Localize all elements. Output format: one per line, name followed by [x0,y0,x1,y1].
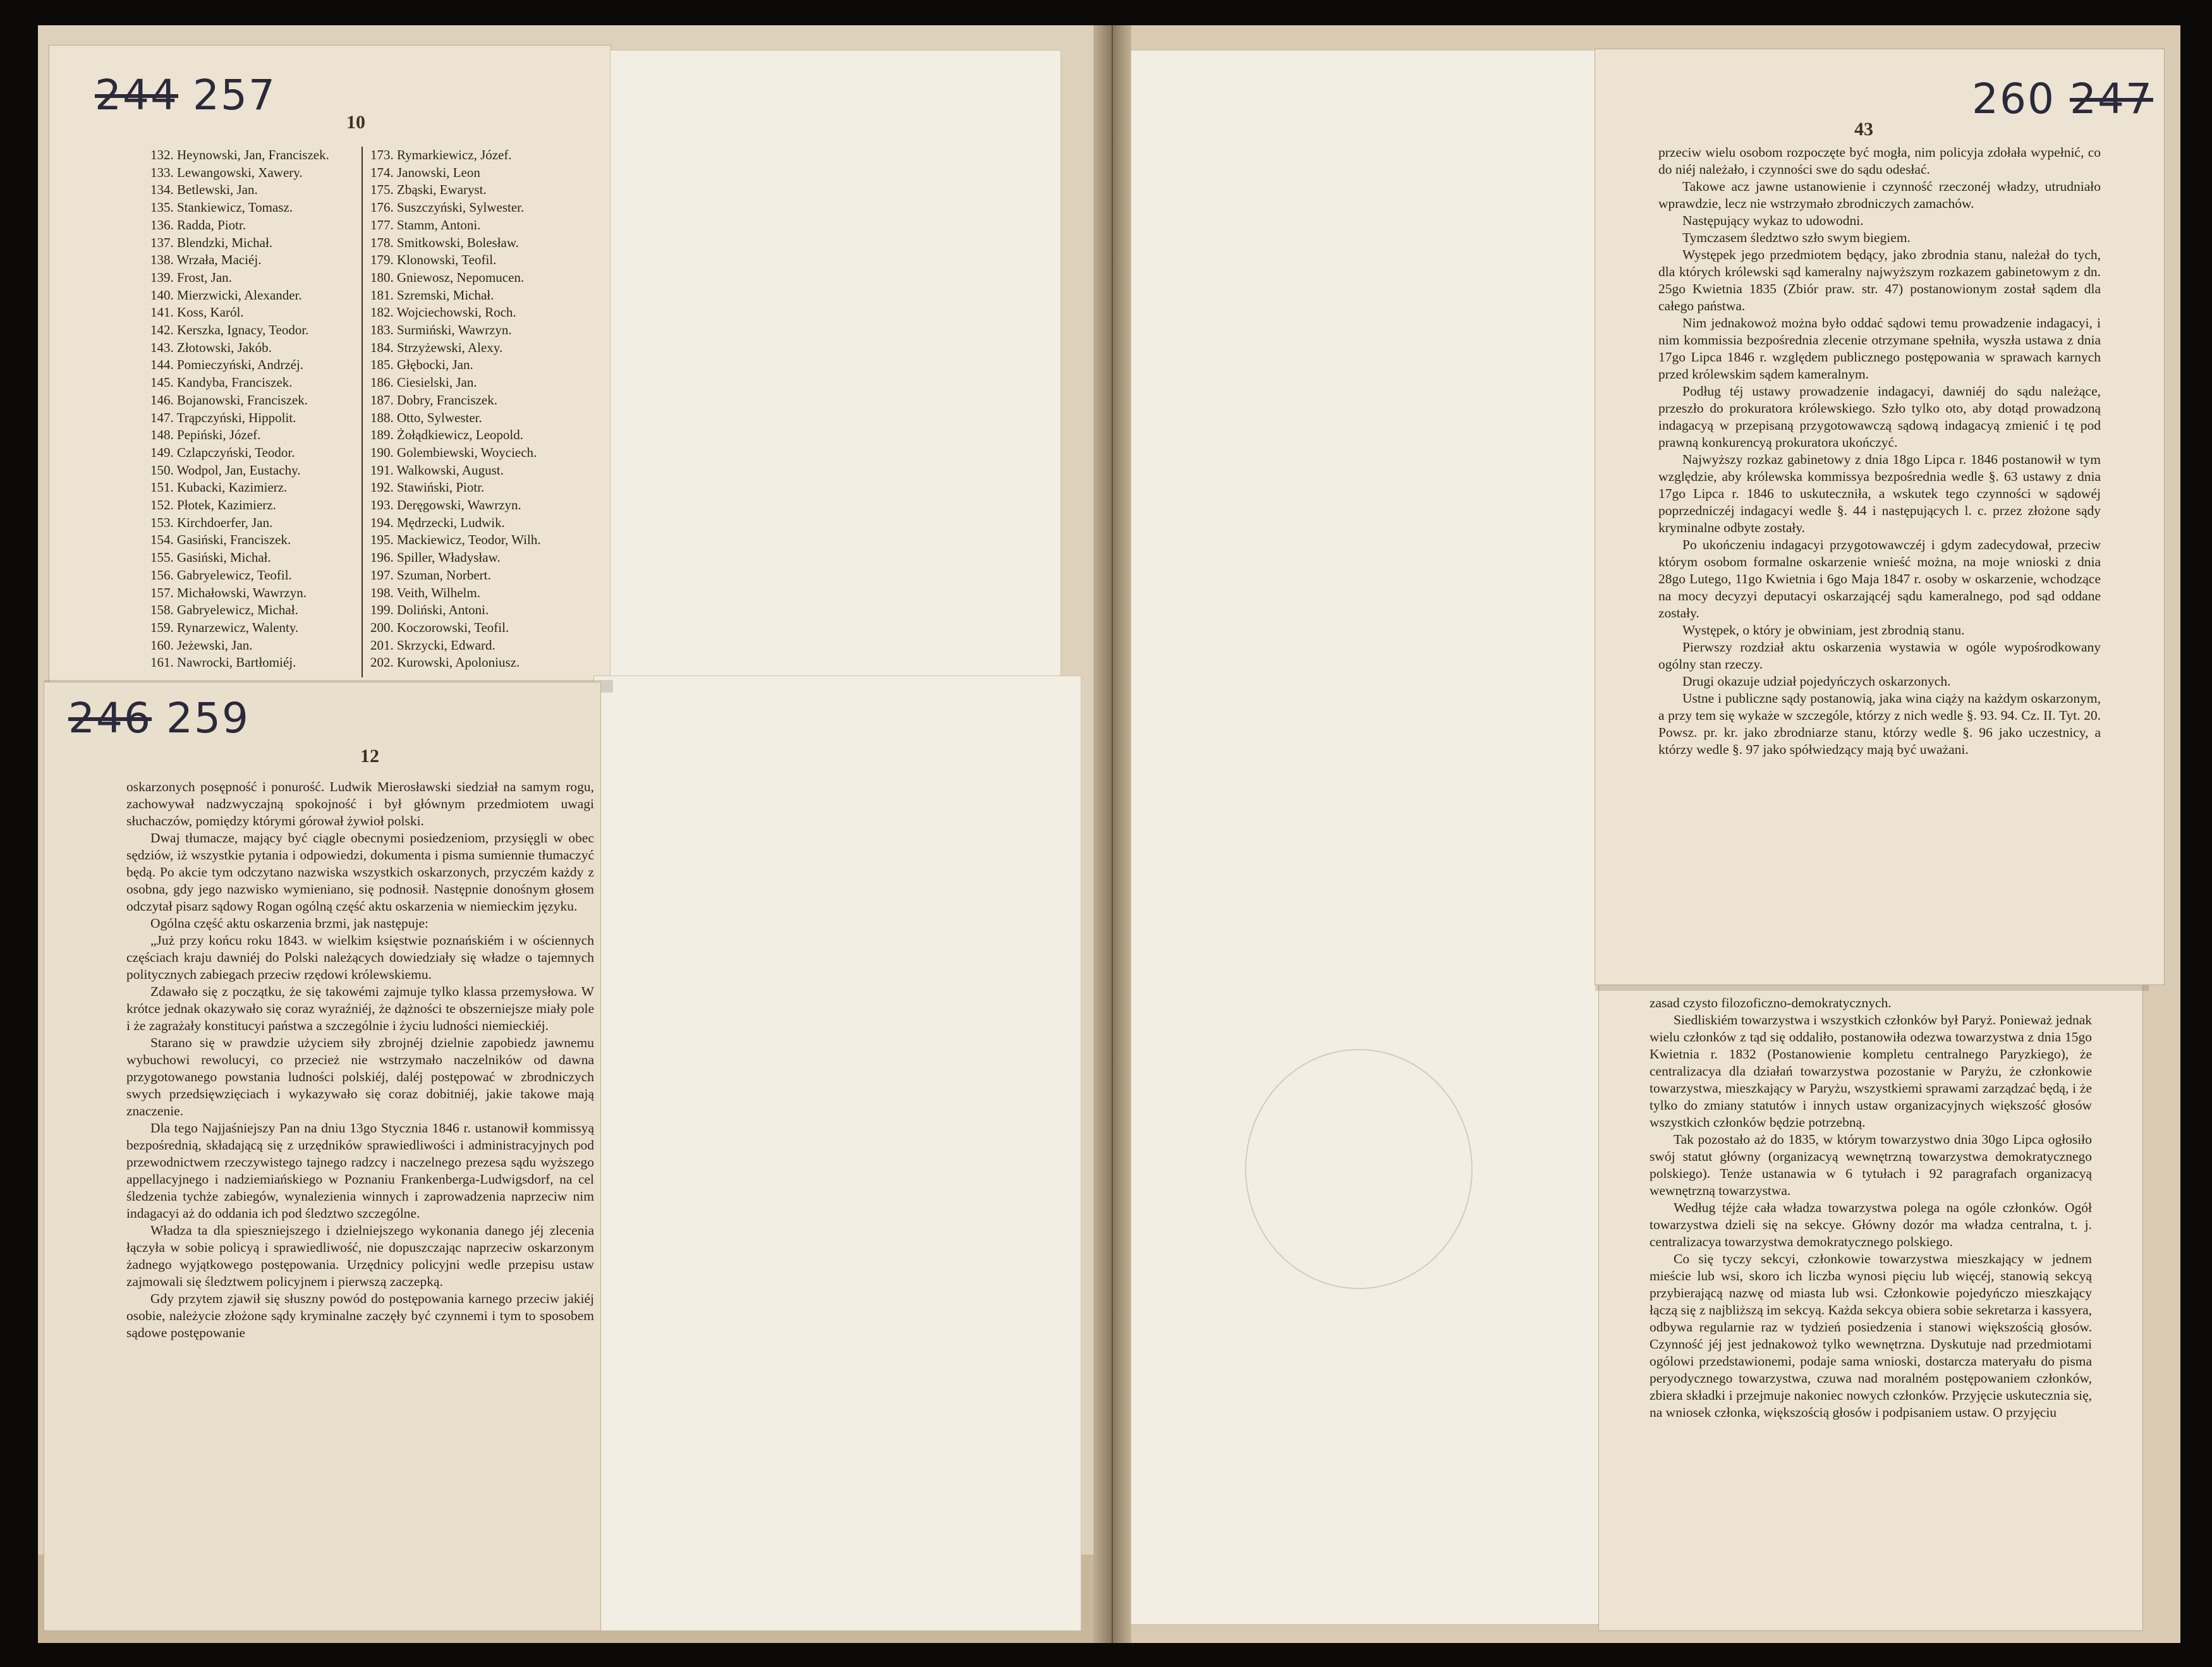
list-entry: 145. Kandyba, Franciszek. [150,375,293,391]
page-number: 43 [1854,119,1873,140]
list-entry: 193. Deręgowski, Wawrzyn. [370,497,521,513]
paragraph: Dwaj tłumacze, mający być ciągle obecnymi posiedzeniom, przysięgli w obec sędziów, iż wszystkie pytania i odpowiedzi, dokumenta i pisma sumiennie tłumaczyć będą. Po akcie tym odczytano nazwiska wszystkich oskarzonych, przyczém każdy z osobna, gdy jego nazwisko wymieniano, się podnosił. Następnie donośnym głosem odczytał pisarz sądowy Rogan ogólną część aktu oskarzenia w niemieckim języku. [126,830,594,914]
paragraph: Takowe acz jawne ustanowienie i czynność rzeczonéj władzy, utrudniało wprawdzie, lecz nie wstrzymało zbrodniczych zamachów. [1658,179,2101,211]
paragraph: Występek jego przedmiotem będący, jako zbrodnia stanu, należał do tych, dla których królewski sąd kameralny najwyższym rozkazem gabinetowym z dn. 25go Kwietnia 1835 (Zbiór praw. str. 47) postanowionym został sądem dla całego państwa. [1658,247,2101,313]
folio-number: 260 [1972,75,2055,123]
right-lower-body-text [1650,995,2092,1421]
list-entry: 184. Strzyżewski, Alexy. [370,339,503,355]
list-entry: 144. Pomieczyński, Andrzéj. [150,357,304,373]
list-entry: 202. Kurowski, Apoloniusz. [370,655,520,670]
slip-body-text [126,779,594,1342]
list-entry: 132. Heynowski, Jan, Franciszek. [150,147,329,162]
paragraph: Ogólna część aktu oskarzenia brzmi, jak następuje: [150,916,428,931]
left-clipping-page-10 [49,45,611,690]
list-entry: 177. Stamm, Antoni. [370,217,481,233]
list-entry: 176. Suszczyński, Sylwester. [370,200,525,215]
list-entry: 134. Betlewski, Jan. [150,182,258,198]
paragraph: Władza ta dla spieszniejszego i dzielniejszego wykonania danego jéj zlecenia łączyła w sobie policyą i sprawiedliwość, nie dopuszczając naprzeciw oskarzonym żadnego wyjątkowego postępowania. Urzędnicy policyjni wedle przepisu ustaw zajmowali się śledztwem policyjnem i pierwszą zaczepką. [126,1223,594,1289]
list-entry: 160. Jeżewski, Jan. [150,637,253,653]
list-entry: 188. Otto, Sylwester. [370,409,482,425]
column-divider [362,147,363,677]
list-entry: 187. Dobry, Franciszek. [370,392,498,408]
list-entry: 158. Gabryelewicz, Michał. [150,602,298,618]
page-number: 12 [360,746,379,767]
list-entry: 155. Gasiński, Michał. [150,550,271,566]
page-number: 10 [346,112,365,133]
right-clipping-page-43 [1595,49,2164,985]
list-entry: 135. Stankiewicz, Tomasz. [150,200,293,215]
list-entry: 161. Nawrocki, Bartłomiéj. [150,655,296,670]
list-entry: 175. Zbąski, Ewaryst. [370,182,487,198]
list-entry: 185. Głębocki, Jan. [370,357,473,373]
list-entry: 183. Surmiński, Wawrzyn. [370,322,512,338]
list-entry: 152. Płotek, Kazimierz. [150,497,276,513]
right-clipping-lower [1599,973,2142,1630]
blank-sheet-right [1131,51,1599,1624]
struck-folio-number: 247 [2069,75,2153,123]
list-entry: 182. Wojciechowski, Roch. [370,305,516,320]
paragraph: Zdawało się z początku, że się takowémi zajmuje tylko klassa przemysłowa. W krótce jednak okazywało się coraz wyraźniéj, że dążności te obszerniejsze miały pole i że zagrażały konstitucyi państwa a szczególnie i życiu ludności niemieckiéj. [126,984,594,1033]
list-entry: 194. Mędrzecki, Ludwik. [370,514,505,530]
right-upper-body-text [1658,144,2101,758]
list-entry: 174. Janowski, Leon [370,164,480,180]
book-gutter [1093,25,1131,1643]
paragraph: Podług téj ustawy prowadzenie indagacyi, dawniéj do sądu należące, przeszło do prokuratora królewskiego. Szło tylko oto, aby dotąd prowadzoną indagacyą w przepisaną przygotowawczą sądową indagacyą zmienić i tę pod prawną konkurencyą prokuratora ukończyć. [1658,384,2101,450]
paragraph: Występek, o który je obwiniam, jest zbrodnią stanu. [1682,622,1965,638]
struck-folio-number: 244 [95,71,178,119]
paragraph: zasad czysto filozoficzno-demokratycznych. [1650,995,1892,1010]
paragraph: Po ukończeniu indagacyi przygotowawczéj i gdym zadecydował, przeciw którym osobom formalne oskarzenie wnieść można, na moje wnioski z dnia 28go Lutego, 11go Kwietnia i 6go Maja 1847 r. osoby w oskarzenie, wchodzące na mocy decyzyi deputacyi oskarzającéj sądu kameralnego, pod sąd oddane zostały. [1658,537,2101,621]
list-entry: 181. Szremski, Michał. [370,287,494,303]
faint-stamp-mark [1245,1049,1473,1289]
list-entry: 143. Złotowski, Jakób. [150,339,272,355]
accused-list-column-1 [150,147,359,672]
paragraph: oskarzonych posępność i ponurość. Ludwik Mierosławski siedział na samym rogu, zachowywał nadzwyczajną spokojność i był głównym przedmiotem uwagi słuchaczów, pomiędzy którymi górował żywioł polski. [126,779,594,828]
folio-number: 257 [192,71,276,119]
paragraph: Według téjże cała władza towarzystwa polega na ogóle członków. Ogół towarzystwa dzieli się na sekcye. Główny dozór ma władza centralna, t. j. centralizacya towarzystwa demokratycznego polskiego. [1650,1200,2092,1249]
list-entry: 186. Ciesielski, Jan. [370,375,477,391]
list-entry: 153. Kirchdoerfer, Jan. [150,514,273,530]
list-entry: 195. Mackiewicz, Teodor, Wilh. [370,532,541,548]
paragraph: Nim jednakowoż można było oddać sądowi temu prowadzenie indagacyi, i nim kommissia bezpośrednia zlecenie otrzymane spełniła, wyszła ustawa z dnia 17go Lipca 1846 r. względem publicznego postępowania w sprawach karnych przed królewskim sądem kameralnym. [1658,315,2101,382]
list-entry: 151. Kubacki, Kazimierz. [150,480,288,495]
paragraph: Drugi okazuje udział pojedyńczych oskarzonych. [1682,674,1951,689]
handwritten-folio-left [95,71,276,119]
paragraph: Siedliskiém towarzystwa i wszystkich członków był Paryż. Ponieważ jednak wielu członków z tąd się oddaliło, postanowiła odezwa towarzystwa z dnia 15go Kwietnia r. 1832 (Postanowienie kompletu centralnego Paryzkiego), że centralizacya dla działań towarzystwa pozostanie w Paryżu, że członkowie towarzystwa, mieszkający w Paryżu, wszystkiemi sprawami zarządzać będą, i że tylko do zmiany statutów i innych ustaw organizacyjnych większość głosów wszystkich członków będzie potrzebną. [1650,1012,2092,1130]
list-entry: 149. Czlapczyński, Teodor. [150,444,295,460]
list-entry: 146. Bojanowski, Franciszek. [150,392,308,408]
paragraph: Co się tyczy sekcyi, członkowie towarzystwa mieszkający w jednem mieście lub wsi, skoro ich liczba wynosi pięciu lub więcéj, stanowią sekcyą przybierającą nazwę od miasta lub wsi. Członkowie pojedyńczo mieszkający łączą się z najbliższą im sekcyą. Każda sekcya obiera sobie sekretarza i kassyera, odbywa regularnie raz w tydzień posiedzenia i stanowi większością głosów. Czynność jéj jest jednakowoż tylko wewnętrzna. Dyskutuje nad przedmiotami ogólowi przedstawionemi, podaje sama wnioski, dostarcza materyału do pisma peryodycznego towarzystwa, czuwa nad moralném postępowaniem członków, zbiera składki i przejmuje nakoniec nowych członków. Przyjęcie uskutecznia się, na wniosek członka, większością głosów i podpisaniem ustaw. O przyjęciu [1650,1251,2092,1420]
paragraph: przeciw wielu osobom rozpoczęte być mogła, nim policyja zdołała wypełnić, co do niéj należało, i czynności swe do sądu odesłać. [1658,145,2101,177]
folio-number: 259 [166,694,250,743]
list-entry: 150. Wodpol, Jan, Eustachy. [150,462,301,478]
list-entry: 154. Gasiński, Franciszek. [150,532,291,548]
paragraph: Tak pozostało aż do 1835, w którym towarzystwo dnia 30go Lipca ogłosiło swój statut główny (organizacyą wewnętrzną towarzystwa demokratycznego polskiego). Tenże ustanawia w 6 tytułach i 92 paragrafach organizacyą wewnętrzną towarzystwa. [1650,1132,2092,1198]
paragraph: Dla tego Najjaśniejszy Pan na dniu 13go Stycznia 1846 r. ustanowił kommissyą bezpośrednią, składającą się z urzędników sprawiedliwości i administracyjnych pod przewodnictwem rzeczywistego tajnego radzcy i naczelnego prezesa sądu wyższego appellacyjnego i nadziemiańskiego w Poznaniu Frankenberga-Ludwigsdorf, na cel śledzenia tychże zabiegów, wynalezienia winnych i zaprowadzenia naprzeciw nim indagacyi aż do oddania ich pod śledztwo szczególne. [126,1120,594,1221]
list-entry: 140. Mierzwicki, Alexander. [150,287,302,303]
accused-list-column-2 [370,147,598,672]
list-entry: 159. Rynarzewicz, Walenty. [150,619,299,635]
paragraph: Starano się w prawdzie użyciem siły zbrojnéj dzielnie zapobiedz jawnemu wybuchowi rewolucyi, co przecież nie wstrzymało naczelników od dawna przygotowanego powstania ludności polskiéj, daléj postępować w zbrodniczych swych przedsięwzięciach i wykazywało się coraz dobitniéj, jakie takowe mają znaczenie. [126,1035,594,1118]
list-entry: 196. Spiller, Władysław. [370,550,501,566]
list-entry: 192. Stawiński, Piotr. [370,480,485,495]
handwritten-folio-right [1972,75,2153,123]
list-entry: 137. Blendzki, Michał. [150,234,273,250]
list-entry: 190. Golembiewski, Woyciech. [370,444,537,460]
left-clipping-page-12 [44,682,600,1630]
paragraph: „Już przy końcu roku 1843. w wielkim księstwie poznańskiém i w ościennych częściach kraju dawniéj do Polski należących dowiedziały się władze o tajemnych politycznych zabiegach przeciw rzędowi królewskiemu. [126,933,594,982]
list-entry: 200. Koczorowski, Teofil. [370,619,509,635]
paragraph: Najwyższy rozkaz gabinetowy z dnia 18go Lipca r. 1846 postanowił w tym względzie, aby królewska kommissya bezpośrednia wedle §. 63 ustawy z dnia 17go Lipca r. 1846 to uskuteczniła, a wskutek tego czynności w sądowéj poprzedniczéj indagacyi wedle §. 44 i następujących l. c. przez złożone sądy kryminalne odbyte zostały. [1658,452,2101,535]
list-entry: 189. Żołądkiewicz, Leopold. [370,427,524,443]
list-entry: 141. Koss, Karól. [150,305,244,320]
list-entry: 138. Wrzała, Maciéj. [150,252,262,268]
struck-folio-number: 246 [68,694,152,743]
handwritten-folio-slip [68,694,250,743]
list-entry: 179. Klonowski, Teofil. [370,252,497,268]
blank-sheet-lower [594,676,1081,1630]
list-entry: 136. Radda, Piotr. [150,217,246,233]
paragraph: Gdy przytem zjawił się słuszny powód do postępowania karnego przeciw jakiéj osobie, należycie złożone sądy kryminalne zaczęły być czynnemi i tym to sposobem sądowe postępowanie [126,1291,594,1340]
paragraph: Tymczasem śledztwo szło swym biegiem. [1682,230,1911,245]
paragraph: Następujący wykaz to udowodni. [1682,213,1864,228]
list-entry: 139. Frost, Jan. [150,269,232,285]
list-entry: 142. Kerszka, Ignacy, Teodor. [150,322,309,338]
list-entry: 199. Doliński, Antoni. [370,602,489,618]
list-entry: 148. Pepiński, Józef. [150,427,261,443]
paragraph: Ustne i publiczne sądy postanowią, jaka wina ciąży na każdym oskarzonym, a przy tem się wykaże w szczególe, którzy z nich wedle §. 93. 94. Cz. II. Tyt. 20. Powsz. pr. kr. jako zbrodniarze stanu, którzy wedle §. 96 jako uczestnicy, a którzy wedle §. 97 jako spółwiedzący mają być uważani. [1658,691,2101,757]
list-entry: 201. Skrzycki, Edward. [370,637,495,653]
list-entry: 156. Gabryelewicz, Teofil. [150,567,292,583]
list-entry: 157. Michałowski, Wawrzyn. [150,585,307,600]
list-entry: 198. Veith, Wilhelm. [370,585,480,600]
blank-sheet-upper [611,51,1060,676]
list-entry: 147. Trąpczyński, Hippolit. [150,409,296,425]
list-entry: 191. Walkowski, August. [370,462,504,478]
list-entry: 197. Szuman, Norbert. [370,567,491,583]
paragraph: Pierwszy rozdział aktu oskarzenia wystawia w ogóle wypośrodkowany ogólny stan rzeczy. [1658,640,2101,672]
list-entry: 178. Smitkowski, Bolesław. [370,234,519,250]
list-entry: 180. Gniewosz, Nepomucen. [370,269,525,285]
list-entry: 133. Lewangowski, Xawery. [150,164,303,180]
list-entry: 173. Rymarkiewicz, Józef. [370,147,512,162]
